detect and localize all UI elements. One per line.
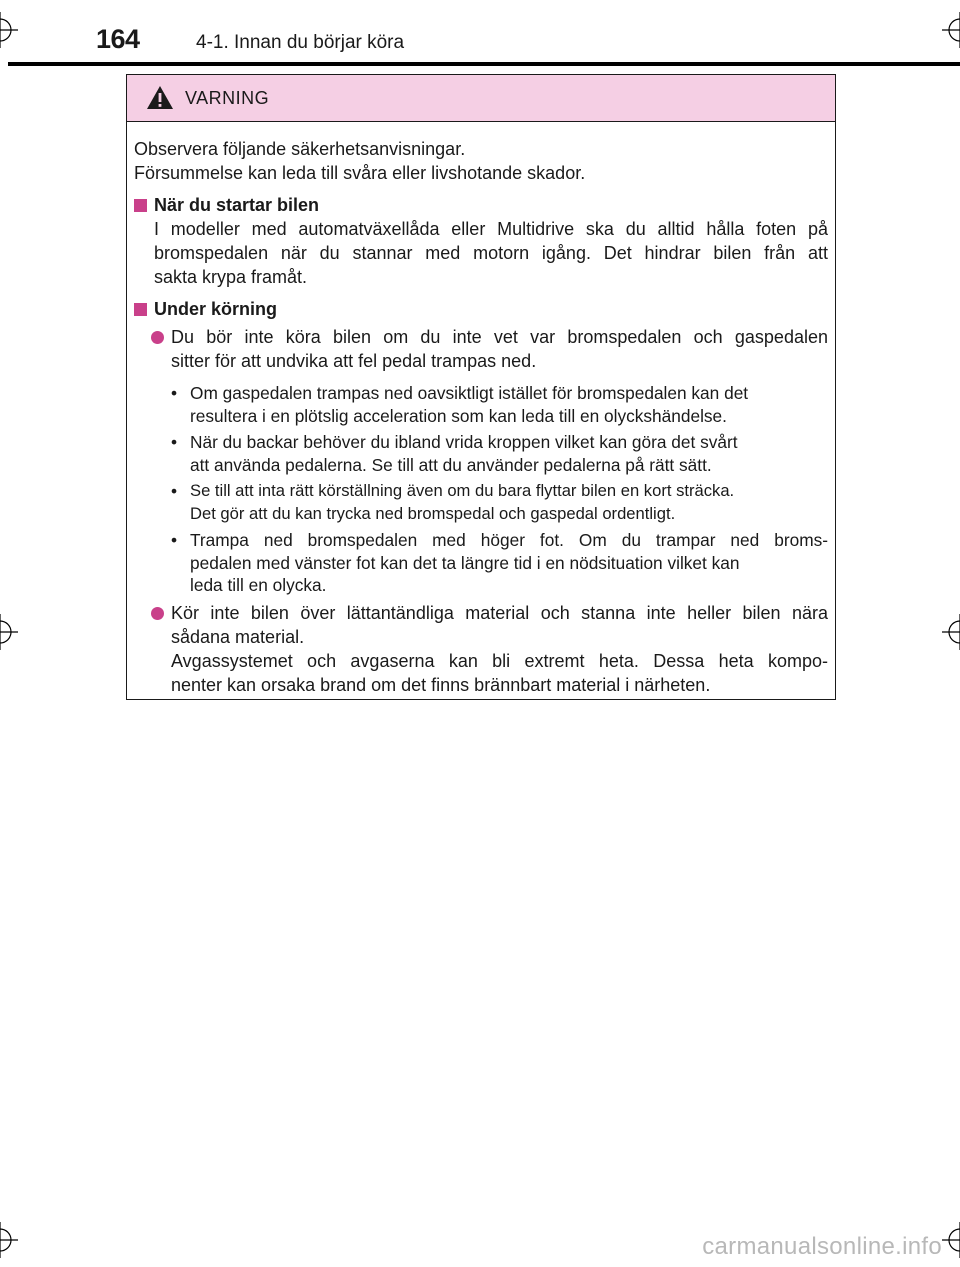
square-bullet-icon: [134, 199, 147, 212]
section-heading-text: När du startar bilen: [154, 195, 320, 215]
text-line: sådana material.: [171, 626, 305, 647]
text-line: resultera i en plötslig acceleration som kan leda till en olyckshändelse.: [190, 405, 727, 426]
section-heading-text: Under körning: [154, 299, 278, 319]
warning-body: [127, 122, 835, 697]
sub-list: [134, 382, 828, 597]
text-line: Om gaspedalen trampas ned oavsiktligt istället för bromspedalen kan det: [190, 383, 749, 403]
text-line: pedalen med vänster fot kan det ta längre tid i en nödsituation vilket kan: [190, 552, 740, 573]
list-item: [134, 601, 828, 697]
text-line: Avgassystemet och avgaserna kan bli extremt heta. Dessa heta kompo-: [171, 650, 828, 671]
warning-box: [126, 74, 836, 700]
text-line: sitter för att undvika att fel pedal trampas ned.: [171, 351, 537, 371]
text-line: I modeller med automatväxellåda eller Multidrive ska du alltid hålla foten på: [154, 219, 828, 239]
text-line: När du backar behöver du ibland vrida kroppen vilket kan göra det svårt: [190, 432, 738, 452]
intro-text: [134, 137, 828, 185]
bullet-dot: •: [171, 530, 178, 550]
warning-triangle-icon: [146, 85, 174, 110]
bullet-dot: •: [171, 481, 178, 501]
registration-mark-bottom-right: [942, 1222, 960, 1258]
registration-mark-mid-left: [0, 614, 18, 650]
section-heading: [134, 193, 828, 217]
sub-list-item: [171, 480, 828, 525]
text-line: Trampa ned bromspedalen med höger fot. Om du trampar ned broms-: [190, 530, 828, 550]
watermark: carmanualsonline.info: [702, 1233, 942, 1260]
text-line: Se till att inta rätt körställning även om du bara flyttar bilen en kort sträcka.: [190, 481, 735, 500]
text-line: leda till en olycka.: [190, 575, 327, 595]
square-bullet-icon: [134, 303, 147, 316]
sub-list-item: [171, 431, 828, 476]
warning-header: [127, 75, 835, 122]
circle-bullet-icon: [151, 607, 164, 620]
list-item: [134, 325, 828, 373]
header-rule: [8, 62, 960, 66]
warning-label: VARNING: [185, 88, 270, 108]
text-line: nenter kan orsaka brand om det finns brännbart material i närheten.: [171, 674, 711, 695]
registration-mark-bottom-left: [0, 1222, 18, 1258]
text-line: Kör inte bilen över lättantändliga material och stanna inte heller bilen nära: [171, 602, 828, 623]
bullet-dot: •: [171, 383, 178, 403]
text-line: att använda pedalerna. Se till att du använder pedalerna på rätt sätt.: [190, 454, 712, 475]
text-line: Det gör att du kan trycka ned bromspedal och gaspedal ordentligt.: [190, 503, 676, 523]
text-line: Du bör inte köra bilen om du inte vet var bromspedalen och gaspedalen: [171, 327, 828, 347]
text-line: Försummelse kan leda till svåra eller livshotande skador.: [134, 163, 586, 183]
sub-list-item: [171, 382, 828, 427]
text-line: bromspedalen när du stannar med motorn igång. Det hindrar bilen från att: [154, 243, 828, 263]
section-heading: [134, 297, 828, 321]
sub-list-item: [171, 529, 828, 597]
bullet-dot: •: [171, 432, 178, 452]
registration-mark-mid-right: [942, 614, 960, 650]
text-line: sakta krypa framåt.: [154, 267, 308, 287]
page-number: 164: [96, 24, 140, 54]
page-header: [0, 20, 960, 60]
section-body: [134, 217, 828, 289]
circle-bullet-icon: [151, 331, 164, 344]
text-line: Observera följande säkerhetsanvisningar.: [134, 139, 466, 159]
section-title: 4-1. Innan du börjar köra: [196, 32, 405, 53]
